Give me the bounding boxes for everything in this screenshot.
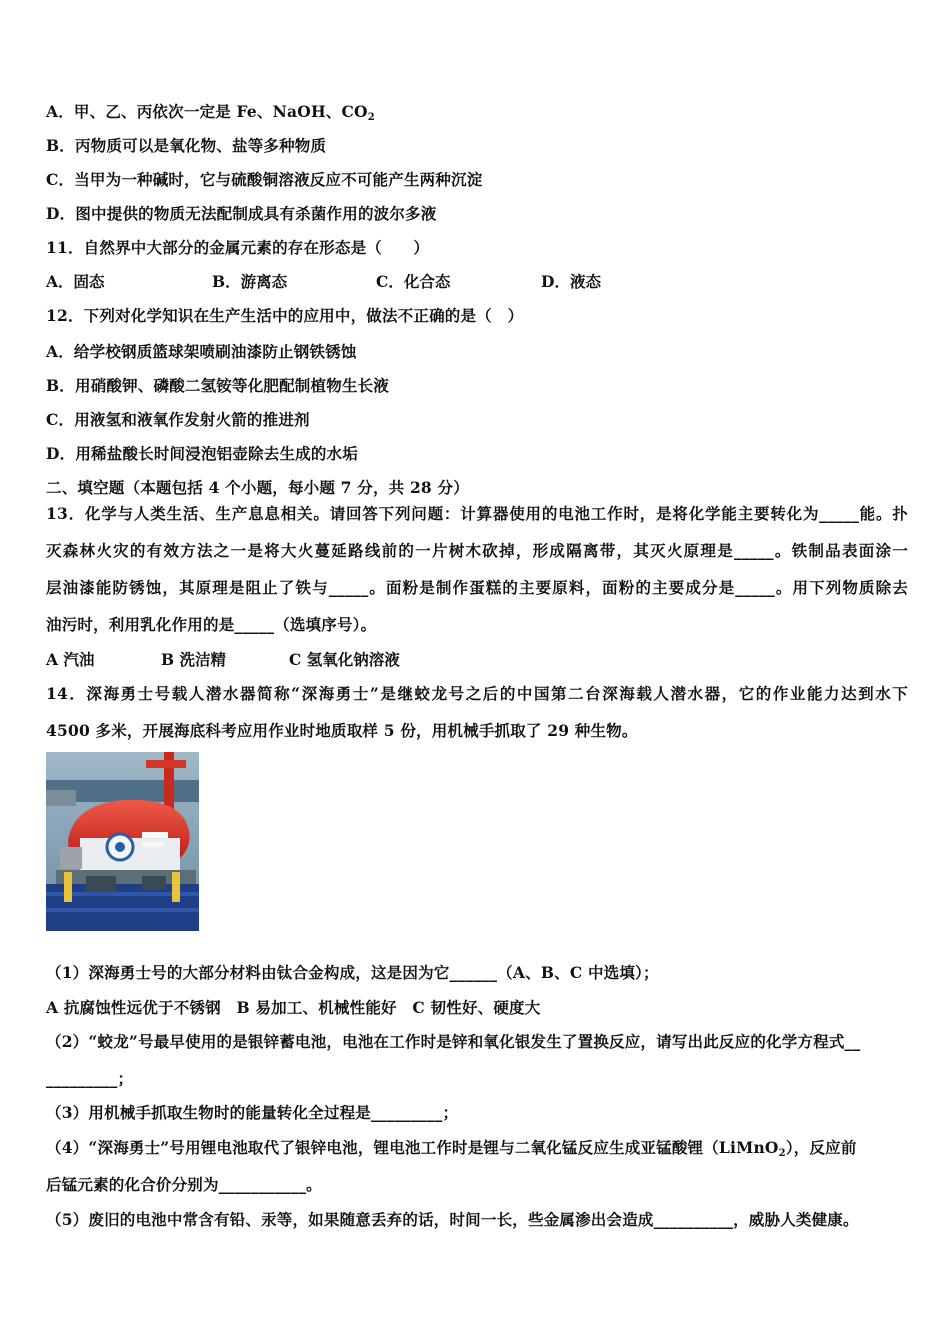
q10-option-c: C．当甲为一种碱时，它与硫酸铜溶液反应不可能产生两种沉淀: [46, 170, 483, 189]
q13-line-2: 灭森林火灾的有效方法之一是将大火蔓延路线前的一片树木砍掉，形成隔离带，其灭火原理是_____。铁制品表面涂一: [46, 541, 908, 560]
q10-option-b: B．丙物质可以是氧化物、盐等多种物质: [46, 136, 327, 155]
submersible-photo: [46, 752, 199, 931]
q13-option-b: B 洗洁精: [161, 650, 226, 669]
q14-part-1-options: A 抗腐蚀性远优于不锈钢 B 易加工、机械性能好 C 韧性好、硬度大: [46, 998, 541, 1017]
q14-line-2: 4500 多米，开展海底科考应用作业时地质取样 5 份，用机械手抓取了 29 种生物。: [46, 721, 638, 740]
q12-option-c: C．用液氢和液氧作发射火箭的推进剂: [46, 410, 310, 429]
q11-option-b: B．游离态: [212, 272, 288, 291]
section-2-heading: 二、填空题（本题包括 4 个小题，每小题 7 分，共 28 分）: [46, 478, 469, 497]
q14-part-2-line-2: _________；: [46, 1069, 134, 1088]
q10-option-d: D．图中提供的物质无法配制成具有杀菌作用的波尔多液: [46, 204, 437, 223]
q14-line-1: 14．深海勇士号载人潜水器简称“深海勇士”是继蛟龙号之后的中国第二台深海载人潜水器，它的作业能力达到水下: [46, 684, 908, 703]
q11-stem: 11．自然界中大部分的金属元素的存在形态是（ ）: [46, 238, 430, 257]
q12-option-d: D．用稀盐酸长时间浸泡铝壶除去生成的水垢: [46, 444, 358, 463]
q14-part-1: （1）深海勇士号的大部分材料由钛合金构成，这是因为它______（A、B、C 中选填）；: [46, 963, 659, 982]
q11-option-d: D．液态: [541, 272, 601, 291]
q14-part-3: （3）用机械手抓取生物时的能量转化全过程是_________；: [46, 1103, 459, 1122]
q13-line-1: 13．化学与人类生活、生产息息相关。请回答下列问题：计算器使用的电池工作时，是将化学能主要转化为_____能。扑: [46, 504, 908, 523]
q10-option-a: A．甲、乙、丙依次一定是 Fe、NaOH、$CO_2$: [46, 102, 375, 123]
q13-line-3: 层油漆能防锈蚀，其原理是阻止了铁与_____。面粉是制作蛋糕的主要原料，面粉的主要成分是_____。用下列物质除去: [46, 578, 908, 597]
submersible-photo-icon: [46, 752, 199, 931]
q13-option-a: A 汽油: [46, 650, 95, 669]
q14-part-4-line-1: （4）“深海勇士”号用锂电池取代了银锌电池，锂电池工作时是锂与二氧化锰反应生成亚锰酸锂（LiMnO$_2$），反应前: [46, 1138, 857, 1159]
q12-option-b: B．用硝酸钾、磷酸二氢铵等化肥配制植物生长液: [46, 376, 390, 395]
q11-option-c: C．化合态: [376, 272, 451, 291]
q14-part-5: （5）废旧的电池中常含有铅、汞等，如果随意丢弃的话，时间一长，些金属渗出会造成__________，威胁人类健康。: [46, 1210, 859, 1229]
q14-part-2-line-1: （2）“蛟龙”号最早使用的是银锌蓄电池，电池在工作时是锌和氧化银发生了置换反应，请写出此反应的化学方程式__: [46, 1032, 861, 1051]
q13-option-c: C 氢氧化钠溶液: [289, 650, 400, 669]
q12-option-a: A．给学校钢质篮球架喷刷油漆防止钢铁锈蚀: [46, 342, 357, 361]
q12-stem: 12．下列对化学知识在生产生活中的应用中，做法不正确的是（ ）: [46, 306, 524, 325]
q14-part-4-line-2: 后锰元素的化合价分别为___________。: [46, 1175, 322, 1194]
q13-line-4: 油污时，利用乳化作用的是_____（选填序号）。: [46, 615, 377, 634]
q11-option-a: A．固态: [46, 272, 105, 291]
